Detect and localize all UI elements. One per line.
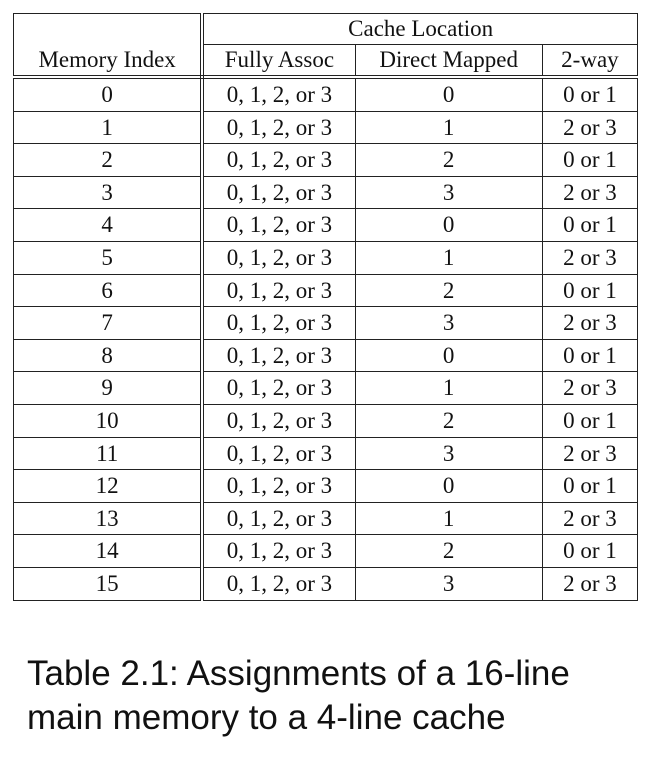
fully-assoc-cell: 0, 1, 2, or 3 (202, 502, 355, 535)
cache-assignment-table (13, 13, 638, 601)
direct-mapped-cell: 1 (355, 241, 542, 274)
two-way-cell: 0 or 1 (542, 404, 637, 437)
memory-index-cell: 13 (14, 502, 203, 535)
table-row (14, 307, 638, 340)
direct-mapped-cell: 3 (355, 307, 542, 340)
two-way-cell: 2 or 3 (542, 437, 637, 470)
two-way-cell: 0 or 1 (542, 339, 637, 372)
header-2-way: 2-way (542, 45, 637, 78)
table-row (14, 77, 638, 111)
memory-index-cell: 8 (14, 339, 203, 372)
header-memory-index: Memory Index (14, 45, 203, 78)
fully-assoc-cell: 0, 1, 2, or 3 (202, 535, 355, 568)
table-row (14, 339, 638, 372)
table-row (14, 241, 638, 274)
two-way-cell: 0 or 1 (542, 470, 637, 503)
two-way-cell: 2 or 3 (542, 372, 637, 405)
table-body (14, 77, 638, 600)
table-row (14, 209, 638, 242)
two-way-cell: 2 or 3 (542, 241, 637, 274)
memory-index-cell: 10 (14, 404, 203, 437)
two-way-cell: 0 or 1 (542, 274, 637, 307)
fully-assoc-cell: 0, 1, 2, or 3 (202, 209, 355, 242)
fully-assoc-cell: 0, 1, 2, or 3 (202, 176, 355, 209)
table-row (14, 470, 638, 503)
memory-index-cell: 7 (14, 307, 203, 340)
table-row (14, 111, 638, 144)
table-row (14, 144, 638, 177)
memory-index-cell: 0 (14, 77, 203, 111)
two-way-cell: 0 or 1 (542, 209, 637, 242)
direct-mapped-cell: 0 (355, 77, 542, 111)
memory-index-cell: 9 (14, 372, 203, 405)
direct-mapped-cell: 1 (355, 111, 542, 144)
two-way-cell: 2 or 3 (542, 567, 637, 600)
direct-mapped-cell: 2 (355, 144, 542, 177)
direct-mapped-cell: 3 (355, 437, 542, 470)
direct-mapped-cell: 3 (355, 567, 542, 600)
fully-assoc-cell: 0, 1, 2, or 3 (202, 470, 355, 503)
memory-index-cell: 6 (14, 274, 203, 307)
two-way-cell: 2 or 3 (542, 176, 637, 209)
table-row (14, 567, 638, 600)
memory-index-cell: 4 (14, 209, 203, 242)
fully-assoc-cell: 0, 1, 2, or 3 (202, 372, 355, 405)
header-fully-assoc: Fully Assoc (202, 45, 355, 78)
header-cache-location: Cache Location (202, 14, 637, 45)
direct-mapped-cell: 1 (355, 502, 542, 535)
header-direct-mapped: Direct Mapped (355, 45, 542, 78)
memory-index-cell: 11 (14, 437, 203, 470)
two-way-cell: 2 or 3 (542, 307, 637, 340)
direct-mapped-cell: 2 (355, 274, 542, 307)
two-way-cell: 0 or 1 (542, 535, 637, 568)
table-row (14, 372, 638, 405)
header-group-row (14, 14, 638, 45)
table-row (14, 535, 638, 568)
table-row (14, 404, 638, 437)
fully-assoc-cell: 0, 1, 2, or 3 (202, 404, 355, 437)
direct-mapped-cell: 0 (355, 470, 542, 503)
fully-assoc-cell: 0, 1, 2, or 3 (202, 241, 355, 274)
header-column-row (14, 45, 638, 78)
fully-assoc-cell: 0, 1, 2, or 3 (202, 144, 355, 177)
memory-index-cell: 15 (14, 567, 203, 600)
two-way-cell: 0 or 1 (542, 144, 637, 177)
memory-index-cell: 1 (14, 111, 203, 144)
fully-assoc-cell: 0, 1, 2, or 3 (202, 274, 355, 307)
direct-mapped-cell: 2 (355, 404, 542, 437)
fully-assoc-cell: 0, 1, 2, or 3 (202, 307, 355, 340)
memory-index-cell: 2 (14, 144, 203, 177)
fully-assoc-cell: 0, 1, 2, or 3 (202, 437, 355, 470)
direct-mapped-cell: 3 (355, 176, 542, 209)
memory-index-cell: 14 (14, 535, 203, 568)
table-caption: Table 2.1: Assignments of a 16-line main memory to a 4-line cache (27, 654, 570, 737)
memory-index-cell: 3 (14, 176, 203, 209)
direct-mapped-cell: 0 (355, 209, 542, 242)
table-row (14, 437, 638, 470)
direct-mapped-cell: 2 (355, 535, 542, 568)
fully-assoc-cell: 0, 1, 2, or 3 (202, 339, 355, 372)
table-row (14, 176, 638, 209)
fully-assoc-cell: 0, 1, 2, or 3 (202, 77, 355, 111)
two-way-cell: 0 or 1 (542, 77, 637, 111)
table-row (14, 502, 638, 535)
fully-assoc-cell: 0, 1, 2, or 3 (202, 111, 355, 144)
table-row (14, 274, 638, 307)
memory-index-cell: 12 (14, 470, 203, 503)
fully-assoc-cell: 0, 1, 2, or 3 (202, 567, 355, 600)
direct-mapped-cell: 0 (355, 339, 542, 372)
table-header (14, 14, 638, 78)
header-blank-cell (14, 14, 203, 45)
two-way-cell: 2 or 3 (542, 111, 637, 144)
direct-mapped-cell: 1 (355, 372, 542, 405)
memory-index-cell: 5 (14, 241, 203, 274)
two-way-cell: 2 or 3 (542, 502, 637, 535)
